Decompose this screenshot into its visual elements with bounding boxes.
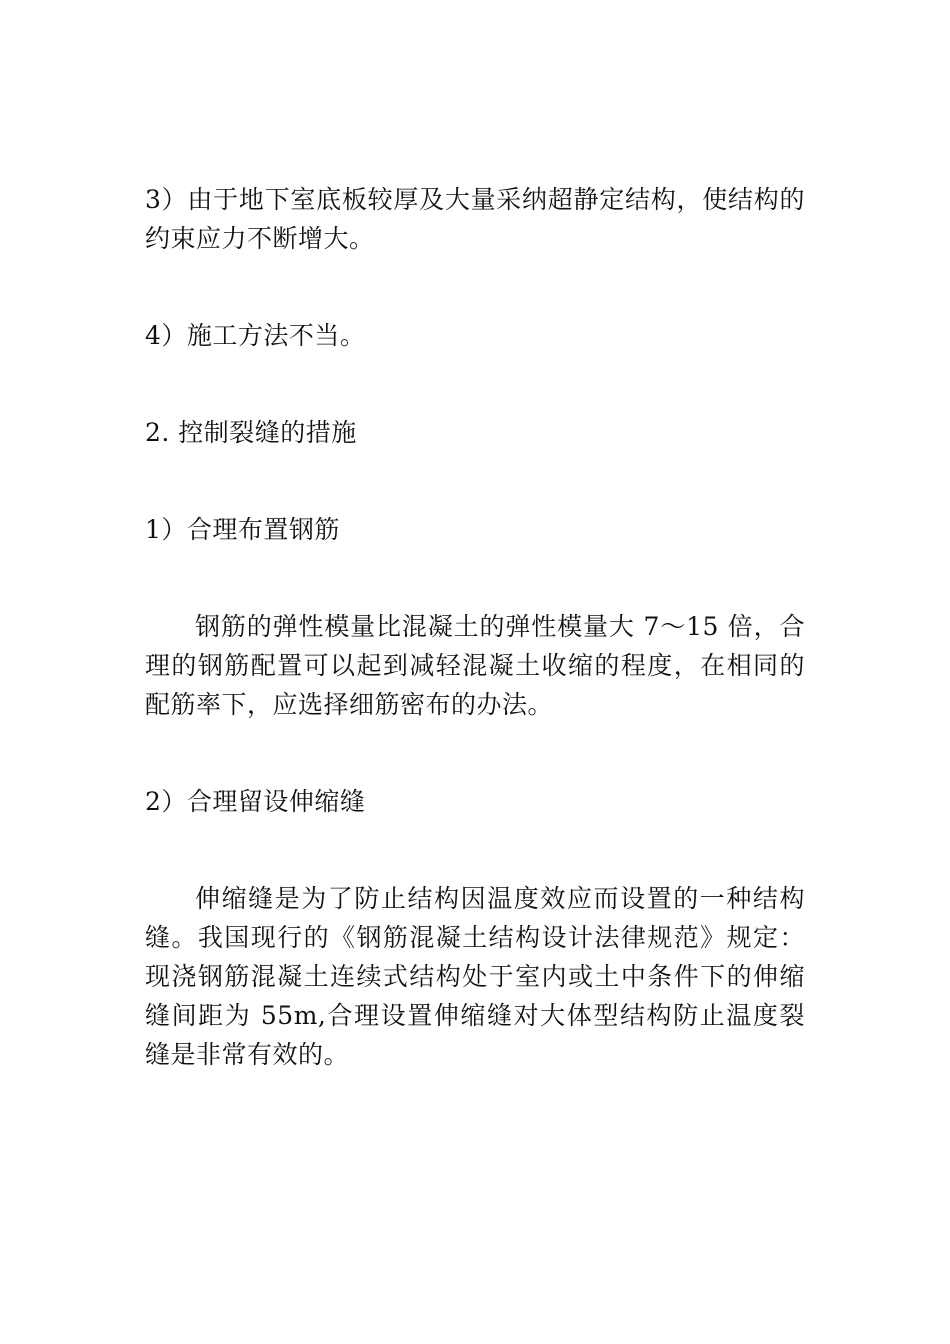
paragraph-expansion-joint: 伸缩缝是为了防止结构因温度效应而设置的一种结构缝。我国现行的《钢筋混凝土结构设计法律规范》规定：现浇钢筋混凝土连续式结构处于室内或土中条件下的伸缩缝间距为 55m,合理设置伸缩缝对大体型结构防止温度裂缝是非常有效的。 [145,884,805,1069]
document-body [145,180,805,1132]
paragraph-rebar-layout: 钢筋的弹性模量比混凝土的弹性模量大 7～15 倍，合理的钢筋配置可以起到减轻混凝土收缩的程度，在相同的配筋率下，应选择细筋密布的办法。 [145,612,805,719]
subheading-rebar-layout: 1）合理布置钢筋 [145,515,340,544]
section-heading-crack-control: 2. 控制裂缝的措施 [145,418,357,447]
paragraph-cause-4: 4）施工方法不当。 [145,321,366,350]
subheading-expansion-joint: 2）合理留设伸缩缝 [145,787,366,816]
paragraph-cause-3: 3）由于地下室底板较厚及大量采纳超静定结构，使结构的约束应力不断增大。 [145,185,805,253]
